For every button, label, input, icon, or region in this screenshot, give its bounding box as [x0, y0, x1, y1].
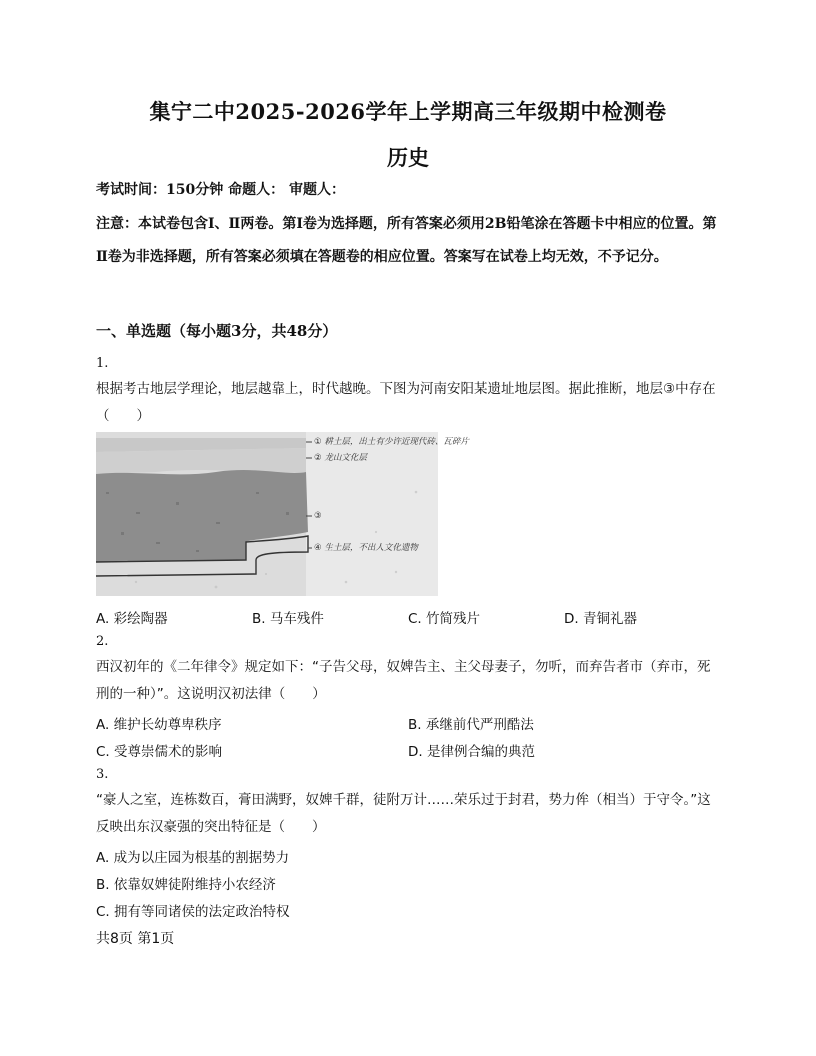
- option-b: B. 马车残件: [252, 611, 324, 627]
- exam-notice: 注意：本试卷包含Ⅰ、Ⅱ两卷。第Ⅰ卷为选择题，所有答案必须用2B铅笔涂在答题卡中相应的位置。第Ⅱ卷为非选择题，所有答案必须填在答题卷的相应位置。答案写在试卷上均无效，不予记分。: [96, 216, 717, 265]
- stratigraphy-figure: [96, 432, 469, 596]
- question-stem: 根据考古地层学理论，地层越靠上，时代越晚。下图为河南安阳某遗址地层图。据此推断，地层③中存在（ ）: [96, 381, 716, 424]
- option-a: A. 彩绘陶器: [96, 611, 168, 627]
- section-heading: 一、单选题（每小题3分，共48分）: [96, 322, 338, 340]
- option-b: B. 依靠奴婢徒附维持小农经济: [96, 877, 276, 893]
- figure-label-3: ③: [314, 511, 322, 521]
- question-number: 3.: [96, 767, 109, 782]
- option-b: B. 承继前代严刑酷法: [408, 717, 534, 733]
- option-d: D. 是律例合编的典范: [408, 744, 535, 760]
- option-c: C. 受尊崇儒术的影响: [96, 744, 223, 760]
- option-a: A. 成为以庄园为根基的割据势力: [96, 850, 290, 866]
- figure-label-1: ① 耕土层，出土有少许近现代砖、瓦碎片: [314, 437, 469, 447]
- question-stem: 西汉初年的《二年律令》规定如下：“子告父母，奴婢告主、主父母妻子，勿听，而弃告者市（弃市，死刑的一种）”。这说明汉初法律（ ）: [96, 659, 711, 702]
- option-a: A. 维护长幼尊卑秩序: [96, 717, 222, 733]
- exam-title: 集宁二中2025-2026学年上学期高三年级期中检测卷: [149, 99, 667, 124]
- subject-title: 历史: [387, 145, 429, 170]
- question-number: 1.: [96, 356, 109, 371]
- page-footer: 共8页 第1页: [96, 931, 175, 947]
- option-c: C. 拥有等同诸侯的法定政治特权: [96, 904, 290, 920]
- figure-label-2: ② 龙山文化层: [314, 453, 367, 463]
- option-d: D. 青铜礼器: [564, 611, 637, 627]
- figure-label-4: ④ 生土层，不出人文化遗物: [314, 543, 418, 553]
- option-c: C. 竹简残片: [408, 611, 481, 627]
- question-number: 2.: [96, 634, 109, 649]
- exam-info-line: 考试时间：150分钟 命题人： 审题人：: [96, 182, 345, 198]
- question-stem: “豪人之室，连栋数百，膏田满野，奴婢千群，徒附万计……荣乐过于封君，势力侔（相当）于守令。”这反映出东汉豪强的突出特征是（ ）: [96, 792, 711, 835]
